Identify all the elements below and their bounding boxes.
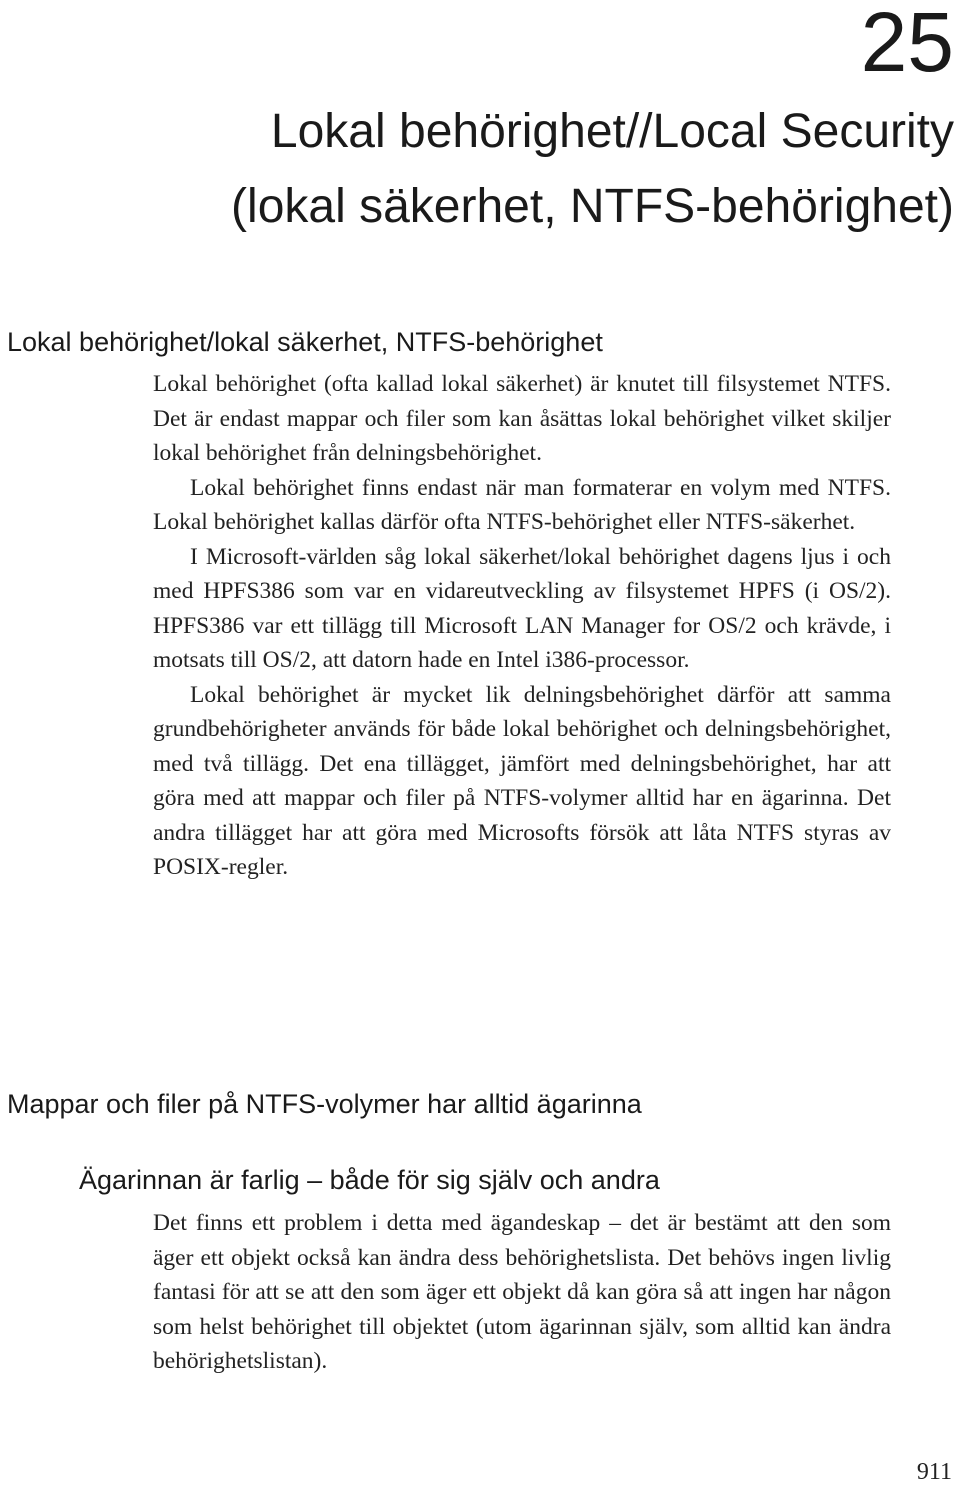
paragraph: Lokal behörighet finns endast när man formaterar en volym med NTFS. Lokal behörighet kallas därför ofta NTFS-behörighet eller NTFS-säkerhet.	[153, 474, 891, 535]
chapter-title-line-2: (lokal säkerhet, NTFS-behörighet)	[231, 180, 954, 233]
section-body-ownership	[153, 1206, 891, 1379]
paragraph: I Microsoft-världen såg lokal säkerhet/lokal behörighet dagens ljus i och med HPFS386 som var en vidareutveckling av filsystemet HPFS (i OS/2). HPFS386 var ett tillägg till Microsoft LAN Manager for OS/2 och krävde, i motsats till OS/2, att datorn hade en Intel i386-processor.	[153, 543, 891, 673]
paragraph: Det finns ett problem i detta med ägandeskap – det är bestämt att den som äger ett objekt också kan ändra dess behörighetslista. Det behövs ingen livlig fantasi för att se att den som äger ett objekt då kan göra så att ingen har någon som helst behörighet till objektet (utom ägarinnan själv, som alltid kan ändra behörighetslistan).	[153, 1210, 891, 1374]
paragraph: Lokal behörighet (ofta kallad lokal säkerhet) är knutet till filsystemet NTFS. Det är endast mappar och filer som kan åsättas lokal behörighet vilket skiljer lokal behörighet från delningsbehörighet.	[153, 371, 891, 466]
paragraph: Lokal behörighet är mycket lik delningsbehörighet därför att samma grundbehörigheter används för både lokal behörighet och delningsbehörighet, med två tillägg. Det ena tillägget, jämfört med delningsbehörighet, har att göra med att mappar och filer på NTFS-volymer alltid har en ägarinna. Det andra tillägget har att göra med Microsofts försök att låta NTFS styras av POSIX-regler.	[153, 681, 891, 880]
chapter-title-line-1: Lokal behörighet//Local Security	[270, 105, 954, 158]
section-heading-local-permissions: Lokal behörighet/lokal säkerhet, NTFS-behörighet	[7, 327, 603, 357]
section-heading-ownership: Mappar och filer på NTFS-volymer har alltid ägarinna	[7, 1089, 642, 1119]
subsection-heading-owner-danger: Ägarinnan är farlig – både för sig själv och andra	[79, 1165, 660, 1195]
page-number: 911	[916, 1459, 952, 1485]
chapter-number: 25	[860, 0, 954, 89]
section-body-local-permissions	[153, 367, 891, 885]
chapter-title	[14, 94, 954, 244]
